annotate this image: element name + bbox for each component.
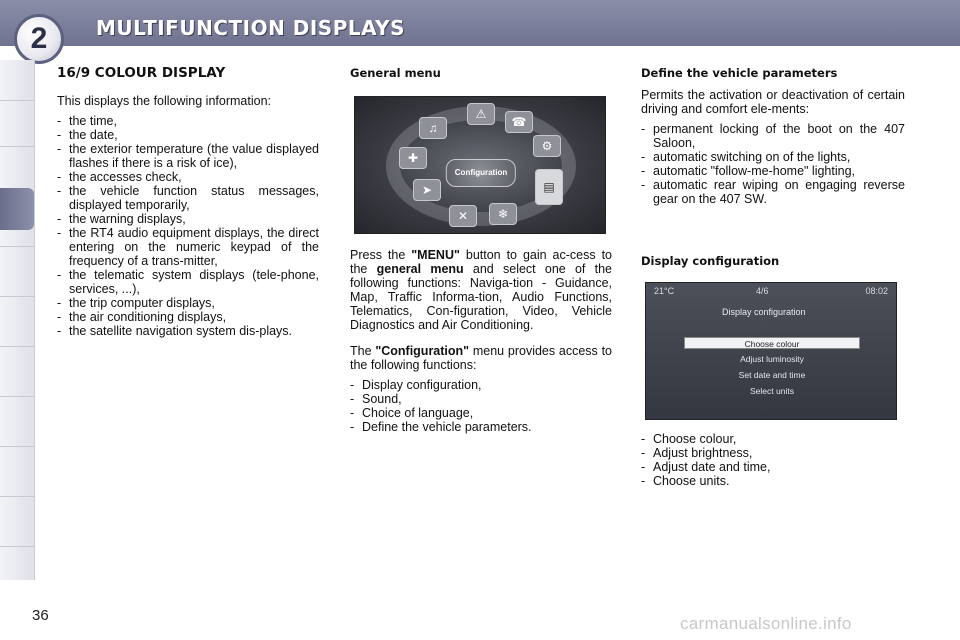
tab-divider [0, 246, 34, 247]
parameters-paragraph: Permits the activation or deactivation of certain driving and comfort ele-ments: [641, 88, 905, 116]
list-item: - Sound, [350, 392, 612, 406]
chapter-title: MULTIFUNCTION DISPLAYS [96, 16, 406, 40]
list-item: - the air conditioning displays, [57, 310, 319, 324]
tab-divider [0, 296, 34, 297]
list-item: - the telematic system displays (tele-phone, services, ...), [57, 268, 319, 296]
active-chapter-tab [0, 188, 34, 230]
screen-title: Display configuration [722, 307, 806, 317]
list-item: - Choice of language, [350, 406, 612, 420]
info-list [57, 114, 319, 338]
configuration-paragraph: The "Configuration" menu provides access to the following functions: [350, 344, 612, 372]
screen-status-bar: 21°C 4/6 08:02 [654, 286, 888, 296]
menu-option-selected: Choose colour [684, 337, 860, 349]
chapter-tabs [0, 60, 35, 580]
section-heading: General menu [350, 66, 441, 80]
list-item: - Define the vehicle parameters. [350, 420, 612, 434]
video-icon: ▤ [535, 169, 563, 205]
tools-icon: ✕ [449, 205, 477, 227]
column-general-menu [350, 66, 612, 442]
section-heading: 16/9 COLOUR DISPLAY [57, 65, 226, 81]
list-item: - Display configuration, [350, 378, 612, 392]
page-number: 36 [32, 607, 49, 624]
navigation-icon: ➤ [413, 179, 441, 201]
list-item: - the trip computer displays, [57, 296, 319, 310]
list-item: - Adjust brightness, [641, 446, 905, 460]
list-item: - the accesses check, [57, 170, 319, 184]
audio-icon: ♫ [419, 117, 447, 139]
tab-divider [0, 396, 34, 397]
tab-divider [0, 100, 34, 101]
column-colour-display [57, 66, 319, 346]
tab-divider [0, 146, 34, 147]
menu-option: Select units [750, 386, 794, 396]
list-item: - the warning displays, [57, 212, 319, 226]
list-item: - permanent locking of the boot on the 407 Saloon, [641, 122, 905, 150]
list-item: - automatic "follow-me-home" lighting, [641, 164, 905, 178]
menu-option: Adjust luminosity [740, 354, 804, 364]
menu-option: Set date and time [738, 370, 806, 380]
menu-paragraph: Press the "MENU" button to gain ac-cess to the general menu and select one of the following functions: Naviga-tion - Guidance, Map, Traffic Informa-tion, Audio Functions, Telematics, Con-figuration, Video, Vehicle Diagnostics and Air Conditioning. [350, 248, 613, 332]
list-item: - Choose units. [641, 474, 905, 488]
general-menu-screenshot [354, 96, 606, 234]
tab-divider [0, 496, 34, 497]
tab-divider [0, 546, 34, 547]
list-item: - Adjust date and time, [641, 460, 905, 474]
map-icon: ✚ [399, 147, 427, 169]
column-vehicle-parameters [641, 66, 905, 496]
telematics-icon: ☎ [505, 111, 533, 133]
tab-divider [0, 446, 34, 447]
list-item: - automatic switching on of the lights, [641, 150, 905, 164]
section-heading: Display configuration [641, 254, 780, 268]
parameters-list [641, 122, 905, 206]
list-item: - the exterior temperature (the value displayed flashes if there is a risk of ice), [57, 142, 319, 170]
air-conditioning-icon: ❄ [489, 203, 517, 225]
page-header [0, 0, 960, 55]
display-configuration-screenshot [645, 282, 897, 420]
intro-text: This displays the following information: [57, 94, 271, 108]
chapter-badge: 2 [14, 14, 64, 64]
section-heading: Define the vehicle parameters [641, 66, 838, 80]
list-item: - the time, [57, 114, 319, 128]
warning-icon: ⚠ [467, 103, 495, 125]
list-item: - the date, [57, 128, 319, 142]
configuration-list [350, 378, 612, 434]
list-item: - the RT4 audio equipment displays, the direct entering on the numeric keypad of the frequency of a trans-mitter, [57, 226, 319, 268]
list-item: - Choose colour, [641, 432, 905, 446]
configuration-label: Configuration [446, 159, 516, 187]
diagnostics-icon: ⚙ [533, 135, 561, 157]
display-options-list [641, 432, 905, 488]
tab-divider [0, 346, 34, 347]
list-item: - automatic rear wiping on engaging reverse gear on the 407 SW. [641, 178, 905, 206]
list-item: - the vehicle function status messages, displayed temporarily, [57, 184, 319, 212]
list-item: - the satellite navigation system dis-plays. [57, 324, 319, 338]
watermark: carmanualsonline.info [680, 614, 852, 633]
